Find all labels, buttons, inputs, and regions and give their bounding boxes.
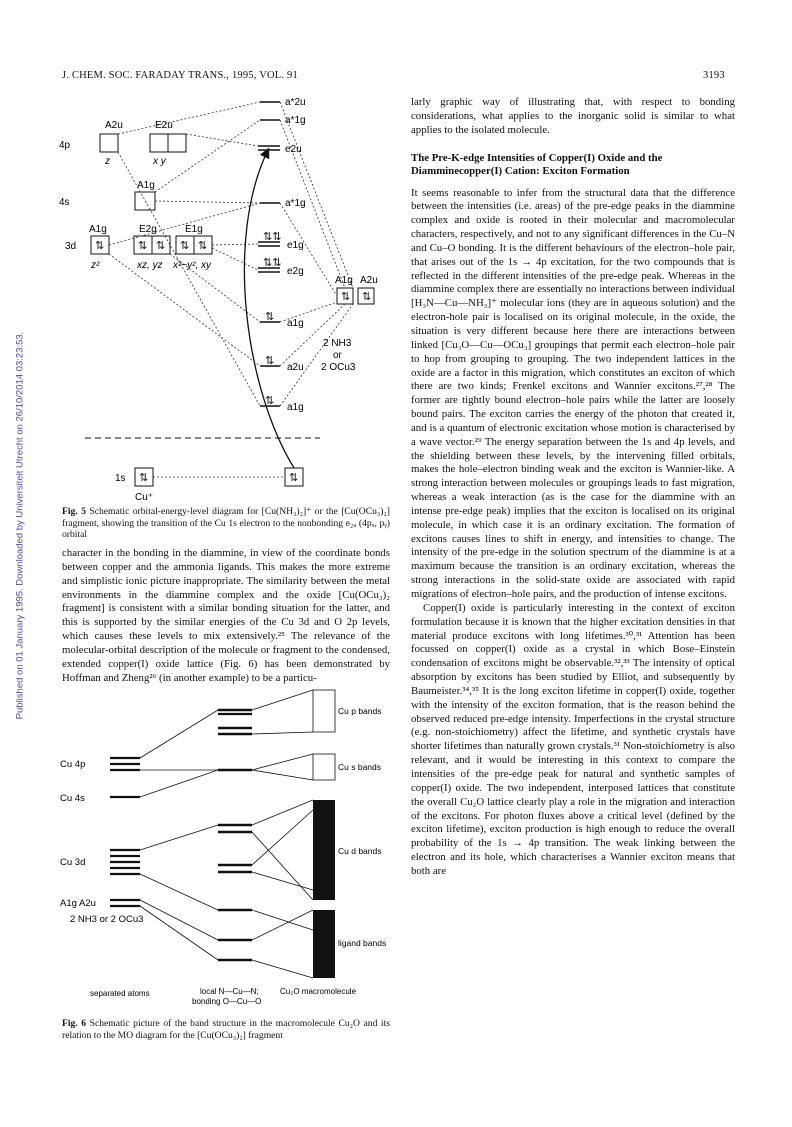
svg-text:Cu s bands: Cu s bands: [338, 762, 381, 772]
right-p2: Copper(I) oxide is particularly interesting in the context of exciton formulation because it is known that the higher excitation densities in that material produce excitons with long lifetimes.³⁰,³¹ Attention has been focussed on copper(I) oxide as a crystal in which Bose–Einstein condensation of excitons might be observable.³²,³³ The intensity of optical absorption by excitons has been studied by Elliot, and subsequently by Baumeister.³⁴,³⁵ It is the long exciton lifetime in copper(I) oxide, together with the intensity of the exciton formation, that is the reason behind the observed reduced pre-edge intensity. Imperfections in the crystal structure (e.g. non-stoichiometry) affect the lifetime, and synthetic crystals have shorter lifetimes than naturally grown crystals.³¹ Non-stoichiometry is also relevant, and it would be interesting in this context to compare the intensities of the pre-edge peak for natural and synthetic samples of copper(I) oxide. The two independent, interposed lattices that constitute the overall Cu₂O lattice clearly play a role in the migration and interaction of the excitons. For photon fluxes above a critical level (defined by the exciton lifetime), exciton production is high enough to reduce the overall probability of the 1s → 4p transition. The weak linking between the electron and its hole, which characterises a Wannier exciton means that both are: [411, 601, 735, 877]
left-column-text: character in the bonding in the diammine, in view of the coordinate bonds between copper and the ammonia ligands. This makes the more extreme and simplistic ionic picture inappropriate. The similarity between the metal environments in the diammine complex and the oxide [Cu(OCu₃)₂ fragment] is consistent with a similar bonding situation for the latter, and this is supported by the similar energies of the Cu 3d and O 2p levels, which causes these levels to mix extensively.²⁵ The relevance of the molecular-orbital description of the molecule or fragment to the condensed, extended copper(I) oxide lattice (Fig. 6) has been demonstrated by Hoffman and Zheng²⁶ (in another example) to be a particu-: [62, 547, 390, 684]
svg-text:a1g: a1g: [287, 318, 304, 329]
svg-text:2 NH3 or 2 OCu3: 2 NH3 or 2 OCu3: [70, 914, 144, 925]
fig6-caption: Fig. 6 Schematic picture of the band structure in the macromolecule Cu₂O and its relation to the MO diagram for the [Cu(OCu₃)₂] fragment: [62, 1018, 390, 1041]
fig5-mo-diagram: [55, 88, 400, 503]
svg-text:Cu 4p: Cu 4p: [60, 759, 86, 770]
svg-text:A2u: A2u: [360, 275, 378, 286]
section-heading: The Pre-K-edge Intensities of Copper(I) Oxide and the Diamminecopper(I) Cation: Exciton Formation: [411, 151, 663, 178]
svg-text:Cu 3d: Cu 3d: [60, 857, 86, 868]
svg-text:E2g: E2g: [139, 224, 157, 235]
journal-header: J. CHEM. SOC. FARADAY TRANS., 1995, VOL. 91: [62, 70, 298, 81]
svg-text:Cu d bands: Cu d bands: [338, 846, 382, 856]
svg-text:ligand bands: ligand bands: [338, 938, 387, 948]
svg-text:Cu₂O macromolecule: Cu₂O macromolecule: [280, 987, 357, 996]
svg-text:x y: x y: [153, 156, 166, 167]
fig5-caption: Fig. 5 Schematic orbital-energy-level diagram for [Cu(NH₃)₂]⁺ or the [Cu(OCu₃)₂] fragment, showing the transition of the Cu 1s electron to the nonbonding e₂ᵤ (4pₓ, pᵧ) orbital: [62, 506, 390, 541]
svg-text:bonding O—Cu—O: bonding O—Cu—O: [192, 997, 262, 1006]
svg-text:Cu p bands: Cu p bands: [338, 706, 382, 716]
svg-text:a2u: a2u: [287, 362, 304, 373]
label-1s: 1s: [115, 473, 126, 484]
svg-text:⇅: ⇅: [265, 311, 275, 323]
svg-text:z²: z²: [91, 260, 100, 271]
fig6-band-diagram: [60, 706, 395, 1010]
right-p1: It seems reasonable to infer from the structural data that the difference between the intensities (i.e. areas) of the pre-edge peaks in the diammine complex and oxide is rooted in their molecular and macromolecular characters, respectively, and not to any significant differences in the Cu–N and Cu–O bonding. It is the different behaviours of the electron–hole pair, that arises out of the 1s → 4p excitation, for the two compounds that is reflected in the different intensities of the pre-edge peak. Whereas in the diammine complex there are essentially no interactions between individual [H₃N—Cu—NH₃]⁺ molecular ions (they are in aqueous solution) and the electron-hole pair is localised on its original molecule, in the oxide, the situation is very different because here there are interactions between linked [Cu₃O—Cu—OCu₃] groupings that permit each electron–hole pair to hop from grouping to grouping. The two independent lattices in the oxide are a factor in this migration, which constitutes an exciton of which there are two kinds; Frenkel excitons and Wannier excitons.²⁷,²⁸ The former are tightly bound electron–hole pairs while the latter are loosely bound pairs. The exciton carries the energy of the photon that created it, and is a quantum of electronic excitation whose motion is characterised by a wave vector.²⁹ The energy separation between the 1s and 4p levels, and the shielding between these levels, by the intervening filled orbitals, makes the hole–electron binding weak and the exciton is Wannier-like. A strong interaction between molecules or groupings leads to fast migration, whereas a weak interaction (as is the case for the diammine with an intense pre-edge peak) implies that the exciton is localised on its original molecule, in which case it is an ordinary excitation. The formation of excitons causes lines to shift in energy, and intensities to change. The intensity of the pre-edge in the solution spectrum of the diammine is at a maximum because the transition is an ordinary excitation, whereas the strong interactions in the solid-state oxide are associated with rapid migrations of electron–hole pairs, and the production of intense excitons.: [411, 186, 735, 600]
svg-text:x²−y², xy: x²−y², xy: [173, 260, 212, 271]
svg-text:⇅: ⇅: [289, 472, 299, 484]
label-4p: 4p: [59, 140, 71, 151]
svg-text:2 NH3: 2 NH3: [323, 338, 352, 349]
svg-text:Cu 4s: Cu 4s: [60, 793, 85, 804]
svg-text:E1g: E1g: [185, 224, 203, 235]
cu-plus-label: Cu⁺: [135, 492, 154, 503]
svg-text:⇅: ⇅: [198, 240, 208, 252]
svg-text:a*1g: a*1g: [285, 198, 306, 209]
svg-text:⇅: ⇅: [156, 240, 166, 252]
download-note: Published on 01 January 1995. Downloaded by Universiteit Utrecht on 26/10/2014 03:23:53.: [14, 331, 26, 720]
label-4s: 4s: [59, 197, 70, 208]
svg-text:⇅: ⇅: [180, 240, 190, 252]
svg-text:E2u: E2u: [155, 120, 173, 131]
svg-text:a*1g: a*1g: [285, 115, 306, 126]
svg-text:a1g: a1g: [287, 402, 304, 413]
svg-text:e1g: e1g: [287, 240, 304, 251]
svg-text:local N—Cu—N;: local N—Cu—N;: [200, 987, 259, 996]
svg-text:⇅: ⇅: [139, 472, 149, 484]
svg-text:A2u: A2u: [105, 120, 123, 131]
svg-text:⇅: ⇅: [362, 291, 372, 303]
svg-text:⇅⇅: ⇅⇅: [263, 231, 282, 243]
svg-text:a*2u: a*2u: [285, 97, 306, 108]
right-column-text: [411, 96, 735, 879]
svg-text:z: z: [105, 156, 110, 167]
svg-text:⇅: ⇅: [95, 240, 105, 252]
svg-text:A1g: A1g: [335, 275, 353, 286]
svg-text:xz, yz: xz, yz: [137, 260, 163, 271]
svg-text:or: or: [333, 350, 342, 361]
svg-text:⇅⇅: ⇅⇅: [263, 257, 282, 269]
svg-text:e2g: e2g: [287, 266, 304, 277]
right-p0: larly graphic way of illustrating that, with respect to bonding considerations, what applies to the inorganic solid is similar to what applies to the isolated molecule.: [411, 96, 735, 136]
label-3d: 3d: [65, 241, 77, 252]
page-number: 3193: [703, 70, 725, 81]
svg-text:e2u: e2u: [285, 144, 302, 155]
svg-text:A1g A2u: A1g A2u: [60, 898, 96, 909]
svg-text:A1g: A1g: [89, 224, 107, 235]
svg-text:⇅: ⇅: [265, 395, 275, 407]
svg-text:⇅: ⇅: [138, 240, 148, 252]
svg-text:separated atoms: separated atoms: [90, 989, 150, 998]
svg-text:⇅: ⇅: [265, 355, 275, 367]
svg-text:2 OCu3: 2 OCu3: [321, 362, 356, 373]
svg-text:⇅: ⇅: [341, 291, 351, 303]
svg-text:A1g: A1g: [137, 180, 155, 191]
